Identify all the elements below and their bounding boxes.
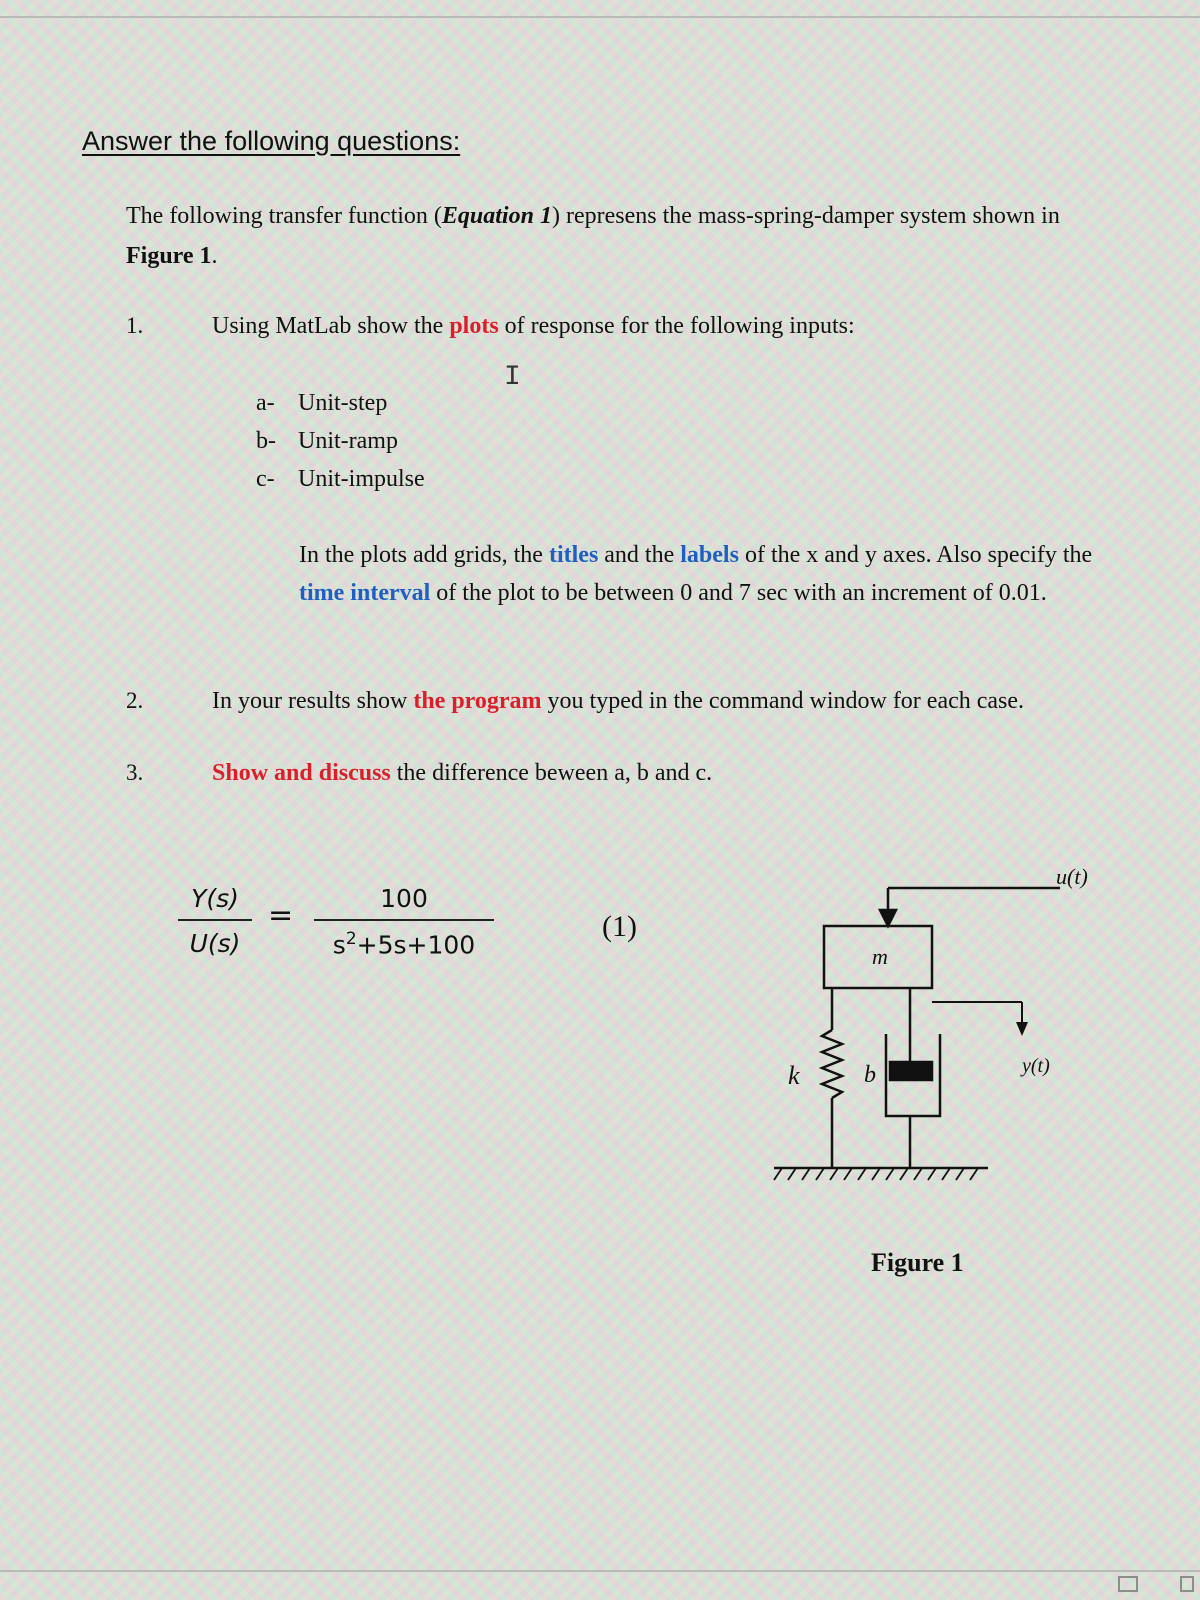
read-mode-icon[interactable] [1118,1576,1138,1592]
list-item [256,460,425,498]
page-heading: Answer the following questions: [82,126,461,156]
equation-rhs-fraction [314,884,494,959]
damper-label: b [864,1062,876,1088]
question-3-text [212,760,712,787]
intro-text-2: ) represens the mass-spring-damper system shown in [551,203,1060,229]
spring-coil [822,1030,842,1098]
intro-text-1: The following transfer function ( [126,203,442,229]
question-2-highlight: the program [413,688,542,714]
notes-text-1: In the plots add grids, the [299,542,549,568]
mass-spring-damper-figure [760,862,1140,1222]
intro-text-3: . [211,243,218,269]
text-cursor-icon: I [504,362,521,393]
ground-hatch [774,1168,978,1180]
question-2-before: In your results show [212,688,414,714]
notes-labels: labels [680,542,739,568]
question-2-text [212,688,1024,715]
fraction-bar [178,919,252,921]
list-item-label: Unit-impulse [298,466,425,492]
list-item-marker: c- [256,466,275,492]
question-1-after: of response for the following inputs: [498,313,855,339]
input-label: u(t) [1056,864,1088,889]
equals-sign: = [268,898,294,933]
intro-paragraph [126,196,1086,276]
denominator-rest: +5s+100 [356,930,476,960]
equation-rhs-denominator [314,929,494,959]
print-layout-icon[interactable] [1180,1576,1194,1592]
notes-text-3: of the x and y axes. Also specify the [738,542,1093,568]
list-item [256,422,425,460]
equation-number: (1) [602,910,637,943]
inputs-list [256,384,425,498]
spring-label: k [788,1061,800,1090]
figure-reference: Figure 1 [126,243,212,269]
plot-notes-paragraph [299,536,1119,612]
notes-time-interval: time interval [299,580,431,606]
equation-rhs-numerator: 100 [380,884,428,913]
question-1-before: Using MatLab show the [212,313,450,339]
denominator-exponent: 2 [345,929,357,949]
list-item-label: Unit-ramp [298,428,398,454]
question-2-after: you typed in the command window for each case. [541,688,1025,714]
question-2-number: 2. [126,688,144,713]
question-3-after: the difference beween a, b and c. [390,760,713,786]
figure-caption: Figure 1 [871,1248,964,1277]
equation-lhs-numerator: Y(s) [191,884,239,913]
mass-label: m [872,944,888,969]
damper-piston [890,1062,932,1080]
question-1-text [212,313,855,340]
list-item-label: Unit-step [298,390,388,416]
input-arrow-icon [880,910,896,926]
question-3-highlight: Show and discuss [212,760,391,786]
equation-lhs-denominator: U(s) [189,929,241,958]
notes-text-2: and the [598,542,681,568]
notes-titles: titles [548,542,599,568]
equation-lhs-fraction [178,884,252,958]
question-1-highlight: plots [449,313,499,339]
question-1-number: 1. [126,313,144,338]
fraction-bar [314,919,494,921]
output-arrow-icon [1016,1022,1028,1036]
list-item-marker: b- [256,428,276,454]
list-item-marker: a- [256,390,275,416]
notes-text-4: of the plot to be between 0 and 7 sec with an increment of 0.01. [430,580,1047,606]
denominator-variable: s [332,930,346,960]
question-3-number: 3. [126,760,144,785]
list-item [256,384,425,422]
status-bar-line [0,1570,1200,1572]
equation-reference: Equation 1 [441,203,552,229]
output-label: y(t) [1022,1055,1050,1077]
